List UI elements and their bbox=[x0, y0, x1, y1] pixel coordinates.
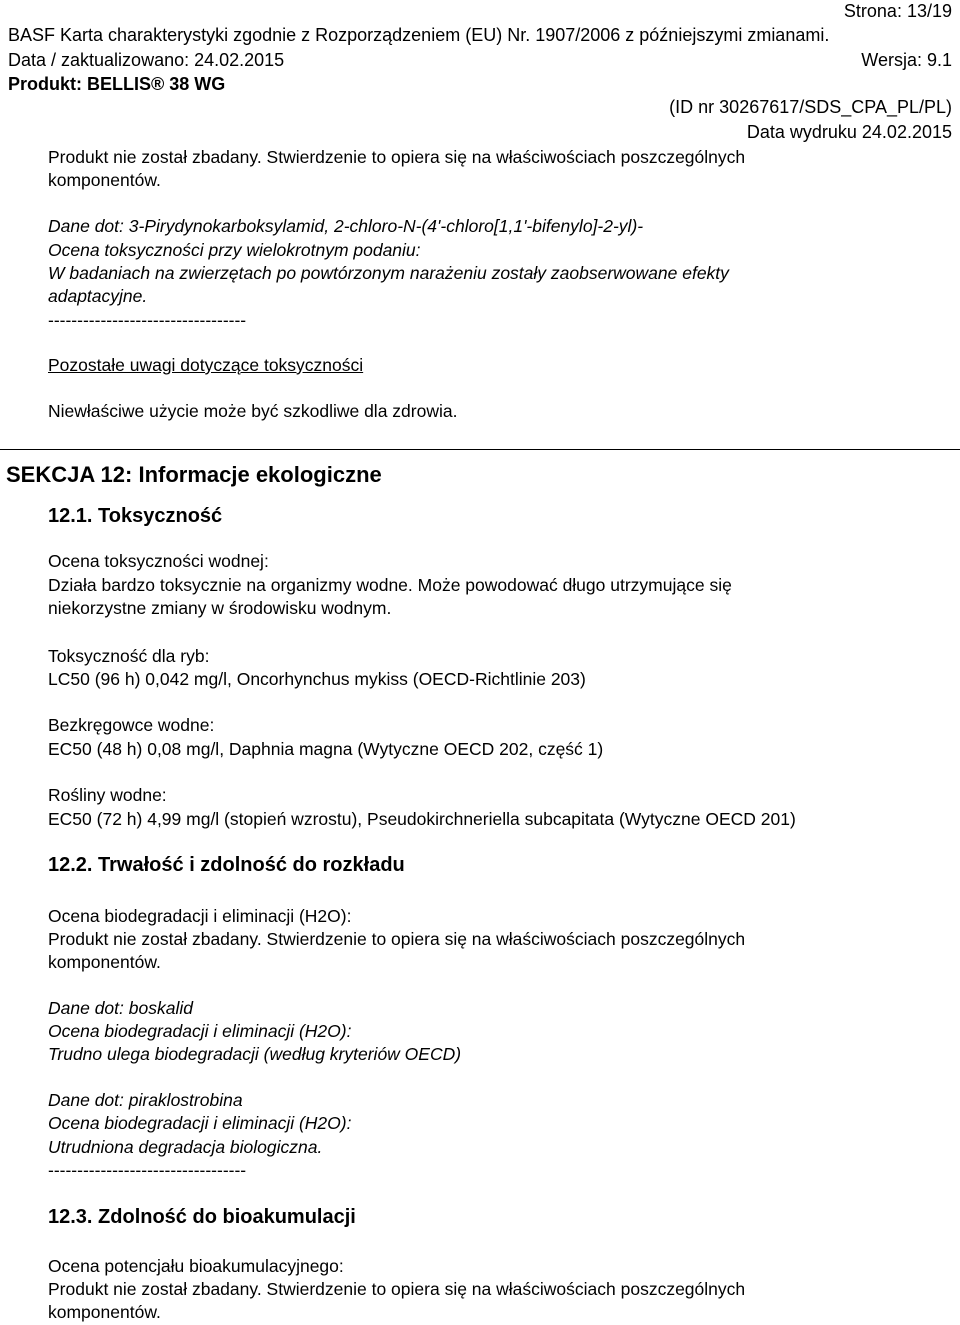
aquatic-toxicity-label: Ocena toksyczności wodnej: bbox=[48, 551, 269, 571]
page-number: Strona: 13/19 bbox=[843, 1, 952, 21]
separator-dashes: ---------------------------------- bbox=[48, 310, 247, 330]
document-title: BASF Karta charakterystyki zgodnie z Rozporządzeniem (EU) Nr. 1907/2006 z późniejszymi zmianami. bbox=[8, 25, 830, 45]
version: Wersja: 9.1 bbox=[861, 50, 952, 70]
boskalid-biodegradation-value: Trudno ulega biodegradacji (według kryteriów OECD) bbox=[48, 1044, 462, 1064]
component-label: Dane dot: 3-Pirydynokarboksylamid, 2-chloro-N-(4'-chloro[1,1'-bifenylo]-2-yl)- bbox=[48, 216, 644, 236]
separator-dashes-2: ---------------------------------- bbox=[48, 1160, 247, 1180]
toxicity-remarks-heading: Pozostałe uwagi dotyczące toksyczności bbox=[48, 355, 364, 375]
product-line bbox=[8, 73, 225, 95]
biodegradation-text-line2: komponentów. bbox=[48, 952, 161, 972]
fish-toxicity-label: Toksyczność dla ryb: bbox=[48, 646, 210, 666]
aquatic-plants-label: Rośliny wodne: bbox=[48, 785, 167, 805]
bioaccumulation-text-line2: komponentów. bbox=[48, 1302, 161, 1322]
untested-text-line2: komponentów. bbox=[48, 170, 161, 190]
biodegradation-label: Ocena biodegradacji i eliminacji (H2O): bbox=[48, 906, 352, 926]
aquatic-toxicity-text-line2: niekorzystne zmiany w środowisku wodnym. bbox=[48, 598, 392, 618]
section-12-title: SEKCJA 12: Informacje ekologiczne bbox=[6, 462, 382, 487]
bioaccumulation-label: Ocena potencjału bioakumulacyjnego: bbox=[48, 1256, 344, 1276]
aquatic-toxicity-text-line1: Działa bardzo toksycznie na organizmy wodne. Może powodować długo utrzymujące się bbox=[48, 575, 732, 595]
repeated-dose-result-line1: W badaniach na zwierzętach po powtórzonym narażeniu zostały zaobserwowane efekty bbox=[48, 263, 729, 283]
piraklostrobina-biodegradation-label: Ocena biodegradacji i eliminacji (H2O): bbox=[48, 1113, 352, 1133]
bioaccumulation-text-line1: Produkt nie został zbadany. Stwierdzenie to opiera się na właściwościach poszczególnych bbox=[48, 1279, 746, 1299]
boskalid-component-label: Dane dot: boskalid bbox=[48, 998, 193, 1018]
piraklostrobina-biodegradation-value: Utrudniona degradacja biologiczna. bbox=[48, 1137, 323, 1157]
repeated-dose-result-line2: adaptacyjne. bbox=[48, 286, 148, 306]
product-prefix: Produkt: bbox=[8, 74, 87, 94]
invertebrates-label: Bezkręgowce wodne: bbox=[48, 715, 215, 735]
section-divider bbox=[0, 449, 960, 450]
untested-text-line1: Produkt nie został zbadany. Stwierdzenie to opiera się na właściwościach poszczególnych bbox=[48, 147, 746, 167]
repeated-dose-label: Ocena toksyczności przy wielokrotnym podaniu: bbox=[48, 240, 421, 260]
product-name: BELLIS® 38 WG bbox=[87, 74, 226, 94]
aquatic-plants-value: EC50 (72 h) 4,99 mg/l (stopień wzrostu), Pseudokirchneriella subcapitata (Wytyczne OECD 201) bbox=[48, 809, 796, 829]
document-id: (ID nr 30267617/SDS_CPA_PL/PL) bbox=[669, 97, 952, 117]
piraklostrobina-component-label: Dane dot: piraklostrobina bbox=[48, 1090, 243, 1110]
subsection-12-2-title: 12.2. Trwałość i zdolność do rozkładu bbox=[48, 854, 405, 876]
invertebrates-value: EC50 (48 h) 0,08 mg/l, Daphnia magna (Wytyczne OECD 202, część 1) bbox=[48, 739, 604, 759]
subsection-12-3-title: 12.3. Zdolność do bioakumulacji bbox=[48, 1206, 356, 1228]
boskalid-biodegradation-label: Ocena biodegradacji i eliminacji (H2O): bbox=[48, 1021, 352, 1041]
fish-toxicity-value: LC50 (96 h) 0,042 mg/l, Oncorhynchus mykiss (OECD-Richtlinie 203) bbox=[48, 669, 586, 689]
toxicity-remarks-text: Niewłaściwe użycie może być szkodliwe dla zdrowia. bbox=[48, 401, 458, 421]
subsection-12-1-title: 12.1. Toksyczność bbox=[48, 505, 223, 527]
biodegradation-text-line1: Produkt nie został zbadany. Stwierdzenie to opiera się na właściwościach poszczególnych bbox=[48, 929, 746, 949]
revision-date: Data / zaktualizowano: 24.02.2015 bbox=[8, 50, 285, 70]
print-date: Data wydruku 24.02.2015 bbox=[746, 122, 952, 142]
